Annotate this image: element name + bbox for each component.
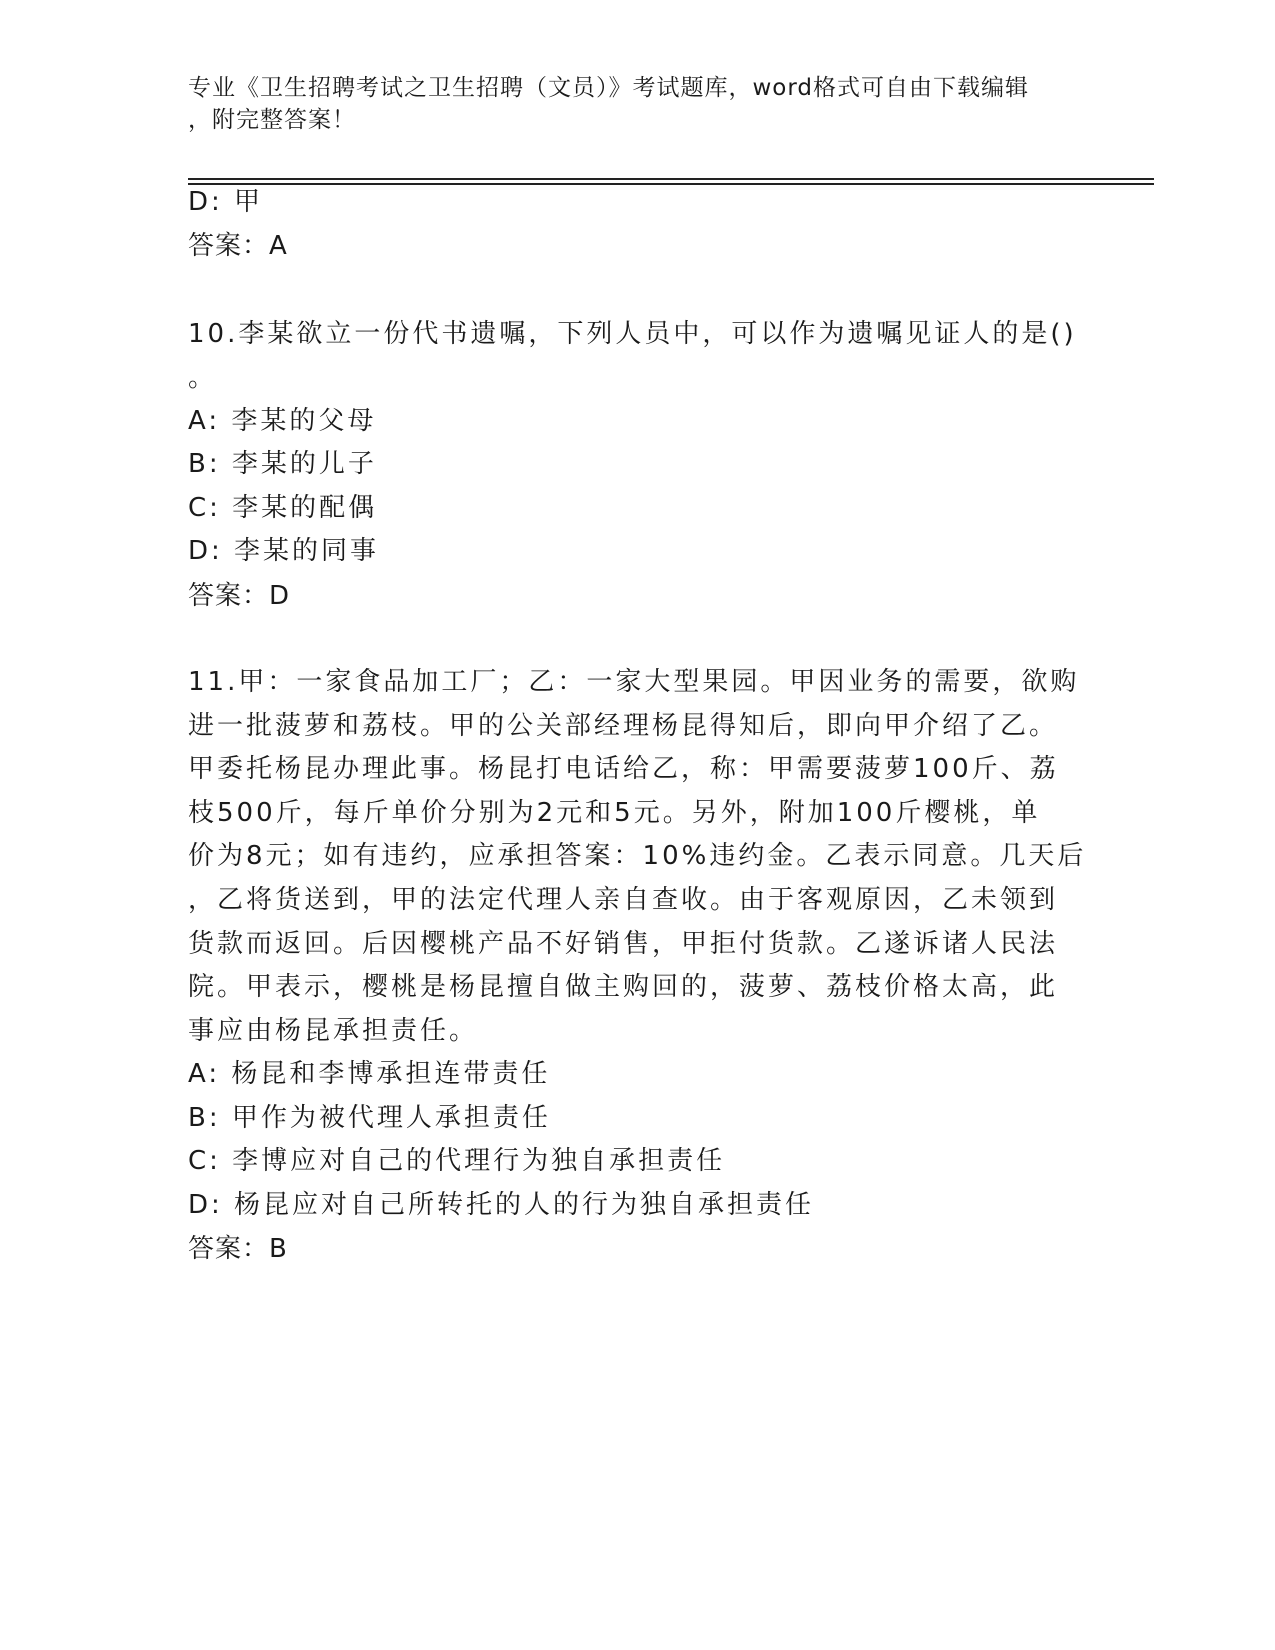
- q11-stem-line-8: 院。甲表示，樱桃是杨昆擅自做主购回的，菠萝、荔枝价格太高，此: [188, 972, 1059, 1002]
- q11-option-b: B: 甲作为被代理人承担责任: [188, 1103, 551, 1133]
- q10-answer: 答案：D: [188, 581, 291, 611]
- q11-option-c: C: 李博应对自己的代理行为独自承担责任: [188, 1146, 726, 1176]
- q9-answer: 答案：A: [188, 231, 288, 261]
- q11-stem-line-7: 货款而返回。后因樱桃产品不好销售，甲拒付货款。乙遂诉诸人民法: [188, 929, 1059, 959]
- q10-option-b: B: 李某的儿子: [188, 449, 377, 479]
- header-rule-bottom: [188, 183, 1154, 185]
- document-header: [188, 72, 1068, 136]
- q11-stem-line-6: ，乙将货送到，甲的法定代理人亲自查收。由于客观原因，乙未领到: [188, 885, 1059, 915]
- header-line-2: ，附完整答案！: [188, 107, 356, 133]
- q11-stem-line-1: 11.甲：一家食品加工厂；乙：一家大型果园。甲因业务的需要，欲购: [188, 667, 1080, 697]
- q11-option-a: A: 杨昆和李博承担连带责任: [188, 1059, 551, 1089]
- q10-option-d: D: 李某的同事: [188, 536, 380, 566]
- q11-stem-line-9: 事应由杨昆承担责任。: [188, 1016, 479, 1046]
- q11-stem-line-3: 甲委托杨昆办理此事。杨昆打电话给乙，称：甲需要菠萝100斤、荔: [188, 754, 1059, 784]
- q10-option-c: C: 李某的配偶: [188, 493, 378, 523]
- q11-option-d: D: 杨昆应对自己所转托的人的行为独自承担责任: [188, 1190, 815, 1220]
- header-rule-top: [188, 178, 1154, 180]
- q11-stem-line-5: 价为8元；如有违约，应承担答案：10%违约金。乙表示同意。几天后: [188, 841, 1087, 871]
- q11-stem-line-4: 枝500斤，每斤单价分别为2元和5元。另外，附加100斤樱桃，单: [188, 798, 1041, 828]
- q11-stem-line-2: 进一批菠萝和荔枝。甲的公关部经理杨昆得知后，即向甲介绍了乙。: [188, 711, 1059, 741]
- q10-stem-line-1: 10.李某欲立一份代书遗嘱，下列人员中，可以作为遗嘱见证人的是(): [188, 319, 1077, 349]
- q10-stem-line-2: 。: [188, 363, 218, 393]
- header-line-1: 专业《卫生招聘考试之卫生招聘（文员）》考试题库，word格式可自由下载编辑: [188, 75, 1030, 101]
- q11-answer: 答案：B: [188, 1234, 288, 1264]
- q10-option-a: A: 李某的父母: [188, 406, 377, 436]
- q9-option-d: D: 甲: [188, 187, 264, 217]
